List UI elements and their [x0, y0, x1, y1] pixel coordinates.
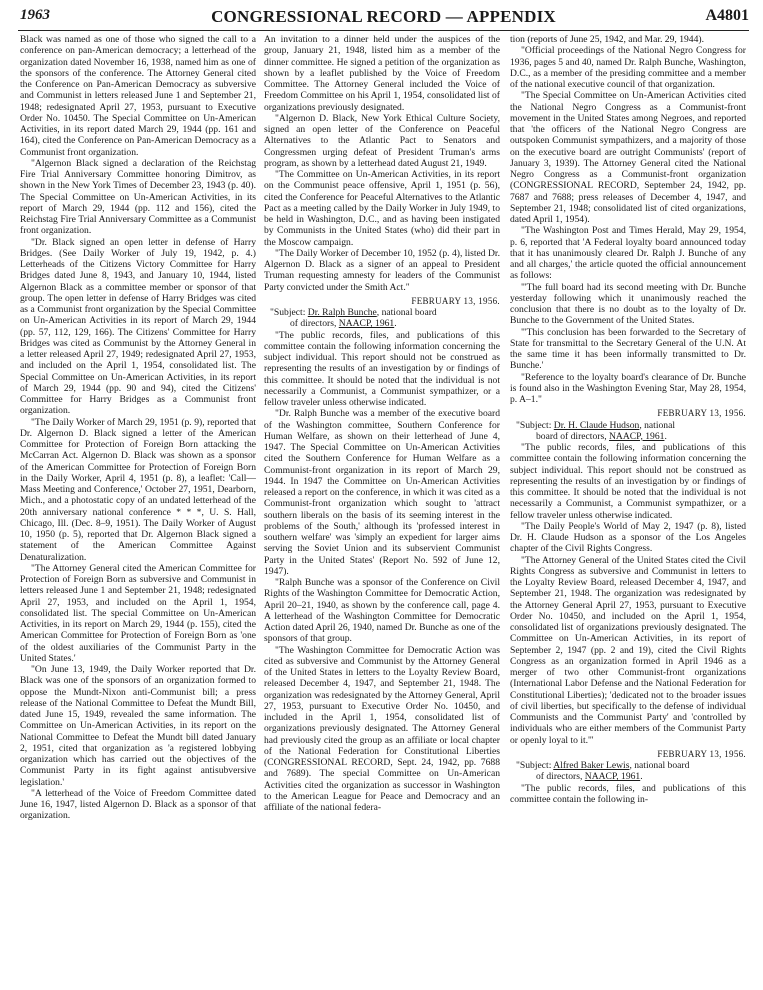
paragraph: "The Washington Committee for Democratic Action was cited as subversive and Communist by the Attorney General of the United States in letters to the Loyalty Review Board, released December 4, 1947, and September 21, 1948. The organization was redesignated by the Attorney General, April 27, 1953, pursuant to Executive Order No. 10450, and included in the April 1, 1954, consolidated list of organizations previously designated. The Attorney General had previously cited the group as an affiliate or local chapter of the National Federation for Constitutional Liberties (CONGRESSIONAL RECORD, Sept. 24, 1942, pp. 7688 and 7689). The special Committee on Un-American Activities cited the organization as successor in Washington to the American League for Peace and Democracy and an affiliate of the national federa-: [264, 644, 500, 813]
paragraph: "Reference to the loyalty board's clearance of Dr. Bunche is found also in the Washington Evening Star, May 28, 1954, p. A–1.": [510, 371, 746, 405]
paragraph: "Official proceedings of the National Negro Congress for 1936, pages 5 and 40, named Dr. Ralph Bunche, Washington, D.C., as a member of the presiding committee and a member of the national executive council of that organization.: [510, 45, 746, 90]
subject-role: , national board: [376, 307, 437, 318]
paragraph: "The public records, files, and publications of this committee contain the following in-: [510, 782, 746, 805]
page-header: [18, 0, 749, 31]
subject-org: NAACP, 1961: [584, 771, 641, 783]
subject-name: Alfred Baker Lewis: [553, 760, 630, 771]
paragraph: "The Daily People's World of May 2, 1947 (p. 8), listed Dr. H. Claude Hudson as a sponsor of the Los Angeles chapter of the Civil Rights Congress.: [510, 520, 746, 555]
paragraph: "The Daily Worker of March 29, 1951 (p. 9), reported that Dr. Algernon D. Black signed a letter of the American Committee for Protection of Foreign Born attacking the McCarran Act. Algernon D. Black was shown as a sponsor of the American Committee for Protection of Foreign Born in the Daily Worker, April 4, 1951 (p. 8), a leaflet: 'Call—Mass Meeting and Conference,' October 27, 1951, Dearborn, Mich., and a photostatic copy of an undated letterhead of the 20th anniversary national conference * * *, U. S. Hall, Chicago, Ill. (Dec. 8–9, 1951). The Daily Worker of August 10, 1950 (p. 5), reported that Dr. Algernon Black signed a statement of the American Committee Against Denaturalization.: [20, 416, 256, 563]
paragraph: "'This conclusion has been forwarded to the Secretary of State for transmittal to the Secretary General of the U.N. At the same time it has been informally transmitted to Dr. Bunche.': [510, 326, 746, 372]
subject-line-continued: [264, 318, 500, 329]
subject-name: Dr. H. Claude Hudson: [553, 419, 640, 431]
subject-line-continued: [510, 771, 746, 782]
column-3: [510, 34, 746, 990]
subject-end: .: [664, 430, 667, 442]
paragraph: "Dr. Ralph Bunche was a member of the executive board of the Washington committee, Southern Conference for Human Welfare, as shown on their letterhead of June 4, 1947. The Special Committee on Un-American Activities cited the Southern Conference for Human Welfare as a Communist-front organization in its report of March 29, 1944. In 1947 the Committee on Un-American Activities released a report on the conference, in which it was cited as a Communist-front organization which sought to 'attract southern liberals on the basis of its seeming interest in the problems of the South,' although its 'professed interest in southern welfare' was 'simply an expedient for larger aims serving the Soviet Union and its subservient Communist Party in the United States' (Report No. 592 of June 12, 1947).: [264, 408, 500, 577]
subject-line: [264, 307, 500, 318]
paragraph: "The Attorney General cited the American Committee for Protection of Foreign Born as subversive and Communist in letters released June 1 and September 21, 1948; redesignated April 27, 1953, and included on the April 1, 1954, consolidated list. The special Committee on Un-American Activities, in its report on March 29, 1944 (p. 155), cited the American Committee for Protection of Foreign Born as 'one of the oldest auxiliaries of the Communist Party in the United States.': [20, 562, 256, 664]
paragraph: "'The full board had its second meeting with Dr. Bunche yesterday following which it unanimously reached the conclusion that there is no doubt as to the loyalty of Dr. Bunche to the Government of the United States.: [510, 281, 746, 327]
paragraph: "Ralph Bunche was a sponsor of the Conference on Civil Rights of the Washington Committee for Democratic Action, April 20–21, 1940, as shown by the conference call, page 4. A letterhead of the Washington Committee for Democratic Action dated April 26, 1940, named Dr. Bunche as one of the sponsors of that group.: [264, 577, 500, 645]
letter-date: FEBRUARY 13, 1956.: [411, 295, 500, 306]
paragraph: An invitation to a dinner held under the auspices of the group, January 21, 1948, listed him as a member of the dinner committee. He signed a petition of the organization as shown by a leaflet published by the Voice of Freedom Committee. The Attorney General included the Voice of Freedom Committee on his April 1, 1954, consolidated list of organizations previously designated.: [264, 34, 500, 113]
paragraph: "The Attorney General of the United States cited the Civil Rights Congress as subversive and Communist in letters to the Loyalty Review Board, released December 4, 1947, and September 21, 1948. The organization was redesignated by the Attorney General April 27, 1953, pursuant to Executive Order No. 10450, and included on the April 1, 1954, consolidated list of organizations previously designated. The Committee on Un-American Activities, in its report of September 2, 1947 (pp. 2 and 19), cited the Civil Rights Congress as an organization formed in April 1946 as a merger of two other Communist-front organizations (International Labor Defense and the National Federation for Constitutional Liberties); 'dedicated not to the broader issues of civil liberties, but specifically to the defense of individual Communists and the Communist Party' and 'controlled by individuals who are either members of the Communist Party or openly loyal to it.'": [510, 554, 746, 746]
header-year: 1963: [20, 7, 50, 23]
subject-role-cont: of directors,: [536, 771, 585, 783]
subject-role-cont: of directors,: [290, 318, 339, 330]
column-2: [264, 34, 500, 990]
header-page-number: A4801: [705, 7, 749, 24]
paragraph: "The public records, files, and publications of this committee contain the following information concerning the subject individual. This report should not be construed as representing the results of an investigation by or findings of this committee. It should be noted that the individual is not necessarily a Communist, a Communist sympathizer, or a fellow traveler unless otherwise indicated.: [264, 329, 500, 408]
subject-name: Dr. Ralph Bunche: [307, 307, 377, 318]
subject-line: [510, 420, 746, 431]
subject-prefix: "Subject:: [516, 419, 554, 431]
paragraph: "The Daily Worker of December 10, 1952 (p. 4), listed Dr. Algernon D. Black as a signer of an appeal to President Truman requesting amnesty for leaders of the Communist Party convicted under the Smith Act.": [264, 247, 500, 293]
paragraph: "The Committee on Un-American Activities, in its report on the Communist peace offensive, April 1, 1951 (p. 56), cited the Conference for Peaceful Alternatives to the Atlantic Pact as a meeting called by the Daily Worker in July 1949, to be held in Washington, D.C., and as having been instigated by Communists in the United States (who) did their part in the Moscow campaign.: [264, 169, 500, 248]
subject-role: , national: [639, 419, 676, 431]
paragraph: Black was named as one of those who signed the call to a conference on pan-American democracy; a letterhead of the organization dated November 16, 1938, named him as one of the sponsors of the conference. The Attorney General cited the Conference on Pan-American Democracy as subversive and Communist in letters released June 1 and September 21, 1948; redesignated April 27, 1953, pursuant to Executive Order No. 10450. The Special Committee on Un-American Activities, in its report dated March 29, 1944 (pp. 161 and 164), cited the Conference on Pan-American Democracy as a Communist front organization.: [20, 34, 256, 158]
column-1: [20, 34, 256, 990]
paragraph: "The Washington Post and Times Herald, May 29, 1954, p. 6, reported that 'A Federal loyalty board announced today that it has unanimously cleared Dr. Ralph J. Bunche of any and all charges,' the article quoted the official announcement as follows:: [510, 225, 746, 282]
subject-line-continued: [510, 431, 746, 442]
subject-prefix: "Subject:: [516, 760, 554, 771]
subject-line: [510, 760, 746, 771]
subject-end: .: [640, 771, 643, 783]
paragraph: "On June 13, 1949, the Daily Worker reported that Dr. Black was one of the sponsors of an organization formed to oppose the Mundt-Nixon anti-Communist bill; a press release of the National Committee to Defeat the Mundt Bill, dated June 15, 1949, revealed the same information. The Committee on Un-American Activities, in its report on the National Committee to Defeat the Mundt bill dated January 2, 1951, cited that organization as 'a registered lobbying organization which has carried out the objectives of the Communist Party in its fight against antisubversive legislation.': [20, 664, 256, 788]
letter-date: FEBRUARY 13, 1956.: [657, 748, 746, 759]
letter-date: FEBRUARY 13, 1956.: [657, 408, 746, 419]
paragraph: "The public records, files, and publications of this committee contain the following information concerning the subject individual. This report should not be construed as representing the results of an investigation by or findings of this committee. It should be noted that the individual is not necessarily a Communist, a Communist sympathizer, or a fellow traveler unless otherwise indicated.: [510, 442, 746, 521]
paragraph: "The Special Committee on Un-American Activities cited the National Negro Congress as a Communist-front movement in the United States among Negroes, and reported that 'the officers of the National Negro Congress are outspoken Communist sympathizers, and a majority of those on the executive board are outright Communists' (report of January 3, 1939). The Attorney General cited the National Negro Congress as a Communist-front organization (CONGRESSIONAL RECORD, September 24, 1942, pp. 7687 and 7688; press releases of December 4, 1947, and September 21, 1948; consolidated list of cited organizations, dated April 1, 1954).: [510, 90, 746, 225]
paragraph: tion (reports of June 25, 1942, and Mar. 29, 1944).: [510, 34, 704, 45]
subject-end: .: [394, 318, 397, 330]
subject-role: , national board: [629, 760, 690, 771]
subject-org: NAACP, 1961: [609, 430, 665, 442]
subject-prefix: "Subject:: [270, 307, 308, 318]
subject-org: NAACP, 1961: [338, 318, 395, 330]
paragraph: "Algernon D. Black, New York Ethical Culture Society, signed an open letter of the Conference on Peaceful Alternatives to the Atlantic Pact to Senators and Congressmen urging defeat of President Truman's arms program, as shown by a letterhead dated August 21, 1949.: [264, 112, 500, 169]
header-title: CONGRESSIONAL RECORD — APPENDIX: [211, 7, 556, 26]
paragraph: "A letterhead of the Voice of Freedom Committee dated June 16, 1947, listed Algernon D. Black as a sponsor of that organization.: [20, 787, 256, 822]
subject-role-cont: board of directors,: [536, 430, 609, 442]
paragraph: "Algernon Black signed a declaration of the Reichstag Fire Trial Anniversary Committee honoring Dimitrov, as shown in the New York Times of December 23, 1943 (p. 40). The Special Committee on Un-American Activities, in its report of March 29, 1944 (pp. 112 and 156), cited the Reichstag Fire Trial Anniversary Committee as a Communist front organization.: [20, 157, 256, 237]
paragraph: "Dr. Black signed an open letter in defense of Harry Bridges. (See Daily Worker of July 19, 1942, p. 4.) Letterheads of the Citizens Victory Committee for Harry Bridges dated June 8, 1943, and January 10, 1944, listed Algernon Black as a committee member or sponsor of that group. The open letter in defense of Harry Bridges was cited as a Communist front organization by the Special Committee on Un-American Activities in its report of March 29, 1944 (pp. 57, 112, 129, 166). The Citizens' Committee for Harry Bridges was cited as Communist by the Attorney General in a letter released April 27, 1949; redesignated April 27, 1953, and included on the April 1, 1954, consolidated list. The Special Committee on Un-American Activities, in its report of March 29, 1944 (pp. 90 and 94), cited the Citizens' Committee for Harry Bridges as a Communist front organization.: [20, 236, 256, 417]
